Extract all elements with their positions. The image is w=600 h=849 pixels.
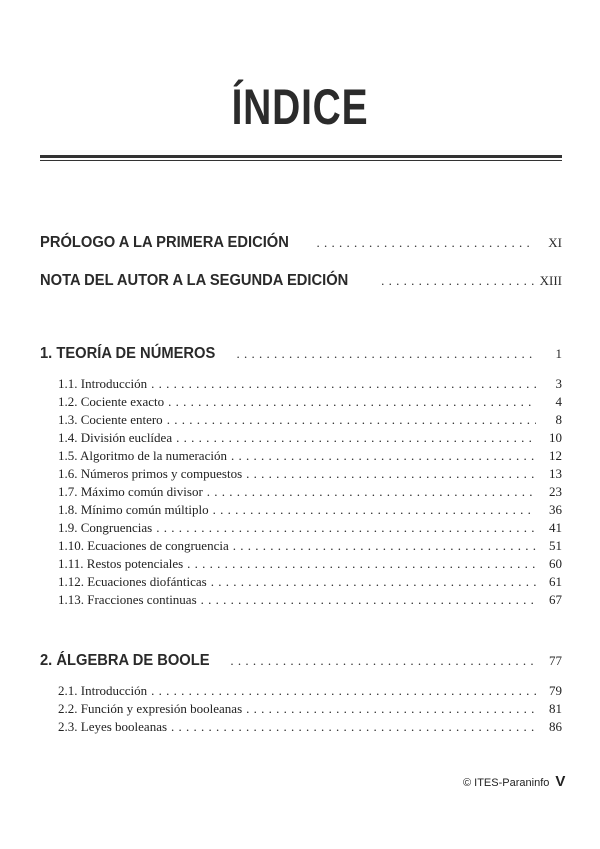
- section-label: 1.12. Ecuaciones diofánticas: [58, 574, 207, 589]
- toc-entry-label: PRÓLOGO A LA PRIMERA EDICIÓN: [40, 234, 289, 251]
- section-page: 81: [549, 701, 562, 716]
- toc-section[interactable]: [58, 701, 562, 717]
- toc-entry-label: NOTA DEL AUTOR A LA SEGUNDA EDICIÓN: [40, 272, 349, 289]
- chapter-page: 1: [555, 346, 562, 361]
- toc-section[interactable]: [58, 412, 562, 428]
- section-label: 1.9. Congruencias: [58, 520, 153, 535]
- section-label: 1.7. Máximo común divisor: [58, 484, 203, 499]
- section-label: 1.4. División euclídea: [58, 430, 173, 445]
- toc-section[interactable]: [58, 538, 562, 554]
- leader-dots: [201, 592, 536, 608]
- toc-section[interactable]: [58, 719, 562, 735]
- toc-section[interactable]: [58, 556, 562, 572]
- toc-chapter-2[interactable]: [40, 652, 562, 670]
- publisher-credit: © ITES-Paraninfo: [463, 777, 550, 789]
- page-footer: [463, 773, 565, 790]
- section-page: 79: [549, 683, 562, 698]
- section-label: 2.1. Introducción: [58, 683, 148, 698]
- section-label: 1.13. Fracciones continuas: [58, 592, 197, 607]
- section-label: 1.6. Números primos y compuestos: [58, 466, 243, 481]
- section-page: 41: [549, 520, 562, 535]
- section-page: 8: [555, 412, 562, 427]
- toc-entry-nota-autor[interactable]: [40, 272, 562, 290]
- leader-dots: [246, 466, 536, 482]
- toc-section[interactable]: [58, 394, 562, 410]
- toc-section[interactable]: [58, 502, 562, 518]
- leader-dots: [167, 412, 536, 428]
- toc-section[interactable]: [58, 448, 562, 464]
- page-number: V: [555, 773, 566, 790]
- section-label: 1.11. Restos potenciales: [58, 556, 184, 571]
- toc-section[interactable]: [58, 520, 562, 536]
- toc-section[interactable]: [58, 430, 562, 446]
- leader-dots: [233, 538, 536, 554]
- toc-section[interactable]: [58, 484, 562, 500]
- toc-entry-prologo[interactable]: [40, 234, 562, 252]
- leader-dots: [171, 719, 536, 735]
- section-page: 10: [549, 430, 562, 445]
- section-page: 36: [549, 502, 562, 517]
- section-page: 3: [555, 376, 562, 391]
- toc-section[interactable]: [58, 592, 562, 608]
- leader-dots: [156, 520, 536, 536]
- leader-dots: [237, 346, 534, 362]
- leader-dots: [168, 394, 536, 410]
- leader-dots: [211, 574, 536, 590]
- section-label: 1.1. Introducción: [58, 376, 148, 391]
- section-page: 23: [549, 484, 562, 499]
- leader-dots: [246, 701, 536, 717]
- section-page: 60: [549, 556, 562, 571]
- leader-dots: [317, 235, 534, 251]
- leader-dots: [230, 653, 534, 669]
- section-page: 61: [549, 574, 562, 589]
- leader-dots: [231, 448, 536, 464]
- chapter-page: 77: [549, 653, 562, 668]
- leader-dots: [151, 376, 536, 392]
- section-label: 2.2. Función y expresión booleanas: [58, 701, 243, 716]
- toc-section[interactable]: [58, 376, 562, 392]
- chapter-label: 1. TEORÍA DE NÚMEROS: [40, 345, 216, 362]
- toc-entry-page: XIII: [539, 273, 562, 288]
- leader-dots: [187, 556, 536, 572]
- leader-dots: [176, 430, 536, 446]
- section-page: 67: [549, 592, 562, 607]
- section-label: 2.3. Leyes booleanas: [58, 719, 168, 734]
- leader-dots: [381, 273, 533, 289]
- section-label: 1.5. Algoritmo de la numeración: [58, 448, 227, 463]
- leader-dots: [207, 484, 536, 500]
- section-label: 1.3. Cociente entero: [58, 412, 163, 427]
- section-page: 12: [549, 448, 562, 463]
- leader-dots: [151, 683, 536, 699]
- chapter-label: 2. ÁLGEBRA DE BOOLE: [40, 652, 210, 669]
- toc-section[interactable]: [58, 683, 562, 699]
- section-label: 1.8. Mínimo común múltiplo: [58, 502, 209, 517]
- title-rule-thin: [40, 160, 562, 161]
- toc-chapter-1[interactable]: [40, 345, 562, 363]
- toc-section[interactable]: [58, 574, 562, 590]
- toc-entry-page: XI: [548, 235, 562, 250]
- toc-section[interactable]: [58, 466, 562, 482]
- section-page: 86: [549, 719, 562, 734]
- section-page: 13: [549, 466, 562, 481]
- section-page: 4: [555, 394, 562, 409]
- leader-dots: [213, 502, 536, 518]
- page-title: ÍNDICE: [231, 79, 369, 135]
- section-label: 1.10. Ecuaciones de congruencia: [58, 538, 229, 553]
- section-label: 1.2. Cociente exacto: [58, 394, 165, 409]
- title-rule-thick: [40, 155, 562, 158]
- section-page: 51: [549, 538, 562, 553]
